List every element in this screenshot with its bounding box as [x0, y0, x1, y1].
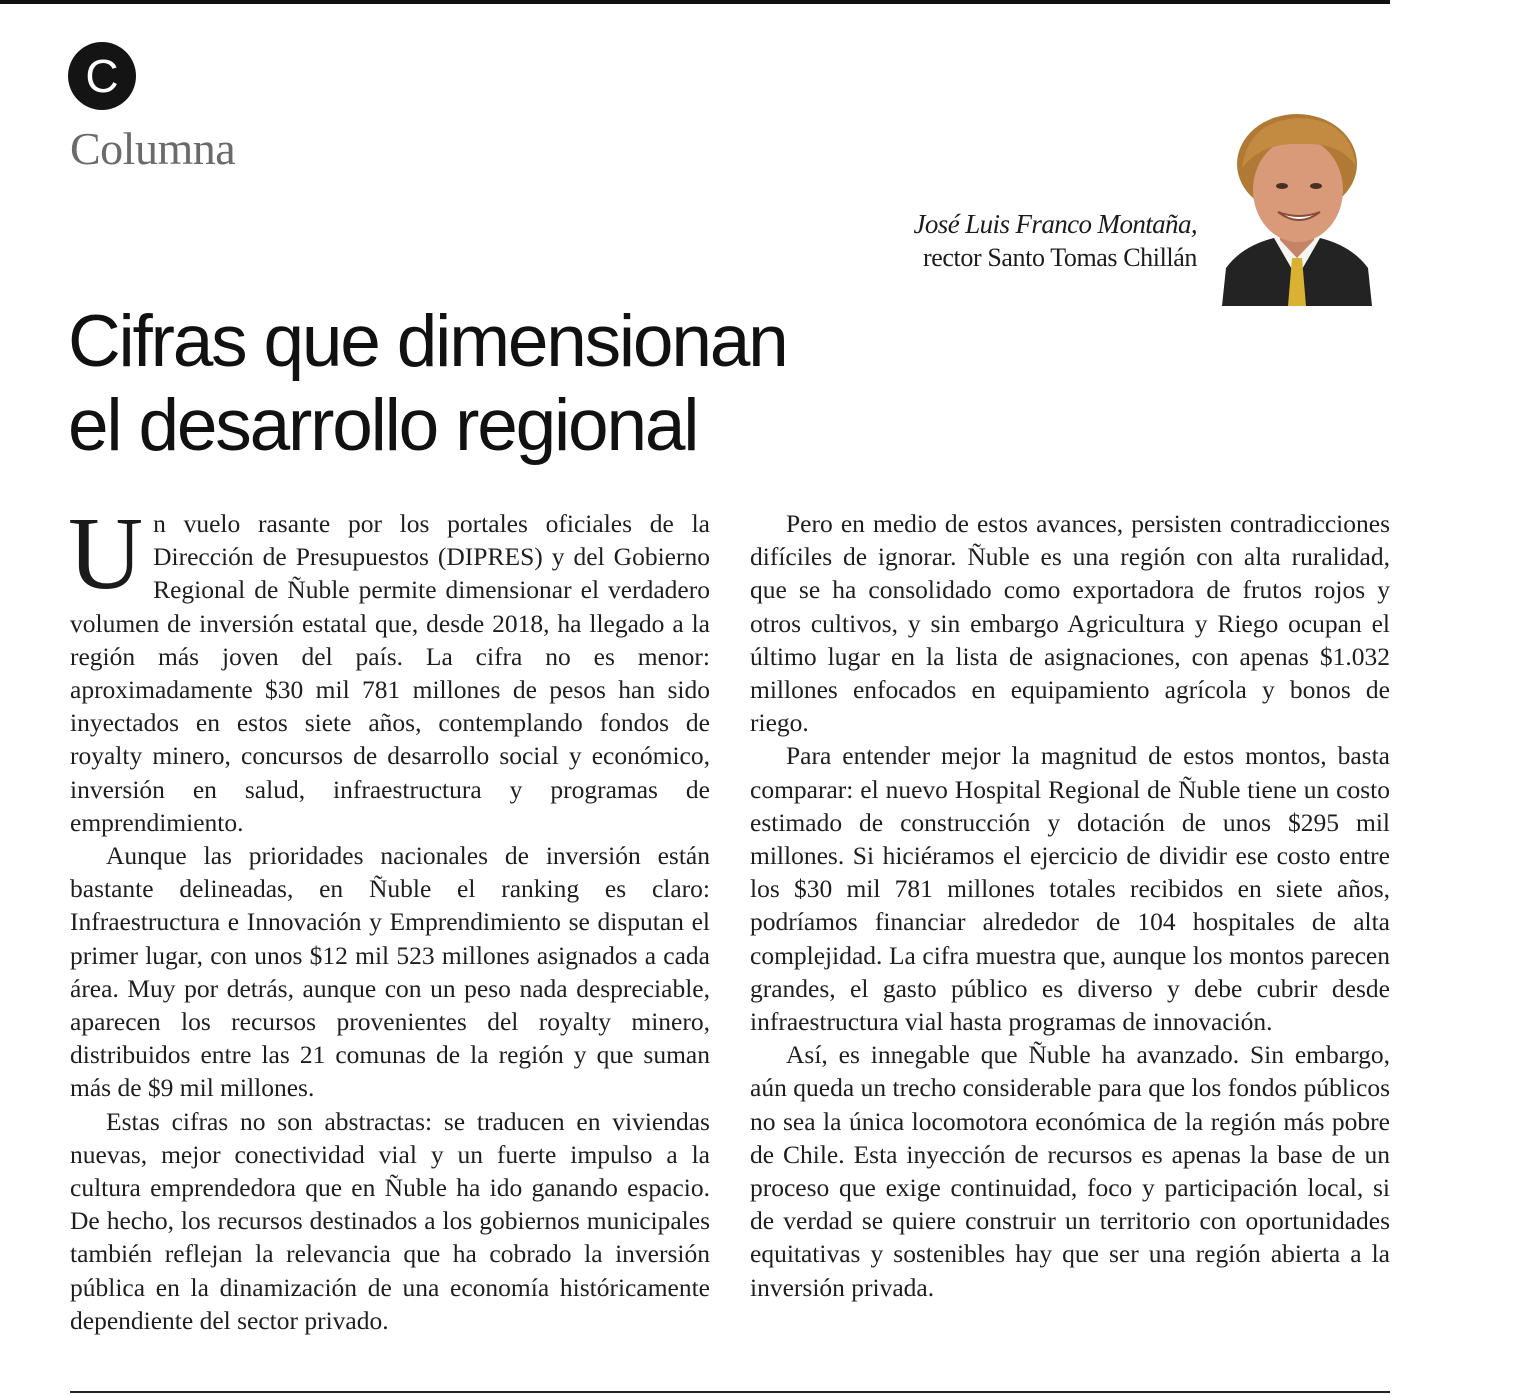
- bottom-rule: [70, 1391, 1390, 1393]
- article-paragraph: [68, 496, 710, 839]
- headline-line-1: Cifras que dimensionan: [68, 301, 787, 382]
- author-name: José Luis Franco Montaña,: [913, 209, 1197, 239]
- top-rule: [0, 0, 1390, 4]
- section-label: Columna: [70, 123, 236, 174]
- article-paragraph: Así, es innegable que Ñuble ha avanzado. Sin embargo, aún queda un trecho considerable para que los fondos públicos no sea la única locomotora económica de la región más pobre de Chile. Esta inyección de recursos es apenas la base de un proceso que exige continuidad, foco y participación local, si de verdad se quiere construir un territorio con oportunidades equitativas y sostenibles hay que ser una región abierta a la inversión privada.: [750, 1040, 1390, 1302]
- article-column-right: [750, 507, 1390, 1304]
- author-byline: [914, 208, 1197, 274]
- section-badge: C: [68, 42, 136, 110]
- headline: [68, 300, 968, 468]
- article-column-left: [68, 496, 710, 1337]
- headline-line-2: el desarrollo regional: [68, 385, 698, 466]
- article-paragraph: Estas cifras no son abstractas: se traducen en viviendas nuevas, mejor conectividad vial y un fuerte impulso a la cultura emprendedora que en Ñuble ha ido ganando espacio. De hecho, los recursos destinados a los gobiernos municipales también reflejan la relevancia que ha cobrado la inversión pública en la dinamización de una economía históricamente dependiente del sector privado.: [70, 1106, 710, 1335]
- paragraph-text: n vuelo rasante por los portales oficiales de la Dirección de Presupuestos (DIPRES) y del Gobierno Regional de Ñuble permite dimensionar el verdadero volumen de inversión estatal que, desde 2018, ha llegado a la región más joven del país. La cifra no es menor: aproximadamente $30 mil 781 millones de pesos han sido inyectados en estos siete años, contemplando fondos de royalty minero, concursos de desarrollo social y económico, inversión en salud, infraestructura y programas de emprendimiento.: [70, 509, 710, 837]
- article-paragraph: Para entender mejor la magnitud de estos montos, basta comparar: el nuevo Hospital Regional de Ñuble tiene un costo estimado de construcción y dotación de unos $295 mil millones. Si hiciéramos el ejercicio de dividir ese costo entre los $30 mil 781 millones totales recibidos en siete años, podríamos financiar alrededor de 104 hospitales de alta complejidad. La cifra muestra que, aunque los montos parecen grandes, el gasto público es diverso y debe cubrir desde infraestructura vial hasta programas de innovación.: [750, 741, 1390, 1037]
- drop-cap: U: [68, 496, 144, 611]
- author-portrait: [1222, 108, 1372, 306]
- article-paragraph: Aunque las prioridades nacionales de inversión están bastante delineadas, en Ñuble el ranking es claro: Infraestructura e Innovación y Emprendimiento se disputan el primer lugar, con unos $12 mil 523 millones asignados a cada área. Muy por detrás, aunque con un peso nada despreciable, aparecen los recursos provenientes del royalty minero, distribuidos entre las 21 comunas de la región y que suman más de $9 mil millones.: [70, 841, 710, 1103]
- article-paragraph: Pero en medio de estos avances, persisten contradicciones difíciles de ignorar. Ñuble es una región con alta ruralidad, que se ha consolidado como exportadora de frutos rojos y otros cultivos, y sin embargo Agricultura y Riego ocupan el último lugar en la lista de asignaciones, con apenas $1.032 millones enfocados en equipamiento agrícola y bonos de riego.: [750, 509, 1390, 738]
- author-role: rector Santo Tomas Chillán: [923, 243, 1197, 272]
